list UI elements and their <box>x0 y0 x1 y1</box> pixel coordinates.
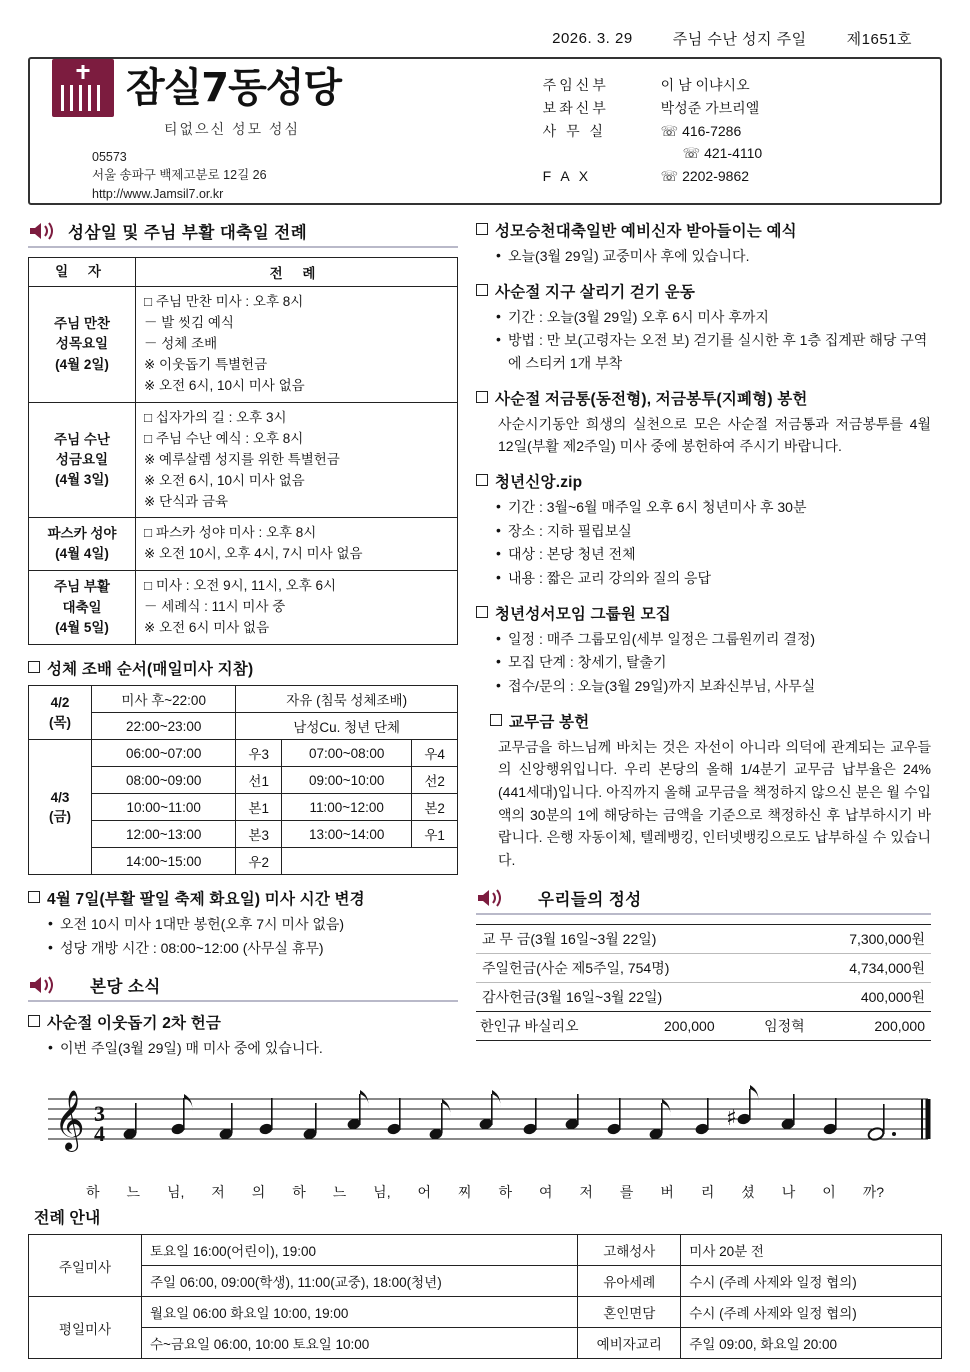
news-item-title <box>476 602 931 624</box>
date-line: (4월 5일) <box>55 619 109 635</box>
logo-row <box>52 59 529 117</box>
church-zip: 05573 <box>92 150 127 165</box>
lyric-syllable: 리 <box>700 1184 715 1201</box>
issue-line <box>28 0 942 57</box>
section-header-offering <box>476 886 931 915</box>
news-item-paragraph: 사순시기동안 희생의 실천으로 모은 사순절 저금통과 저금봉투를 4월 12일(부활 제2주일) 미사 중에 봉헌하여 주시기 바랍니다. <box>498 415 931 455</box>
liturgy-line: □ 주님 만찬 미사 : 오후 8시 <box>144 294 304 310</box>
schedule-label2: 예비자교리 <box>578 1328 681 1359</box>
contact-value: 이 남 이냐시오 <box>660 77 750 94</box>
schedule-label2: 혼인면담 <box>578 1297 681 1328</box>
contact-value: 박성준 가브리엘 <box>660 99 760 116</box>
table-row <box>29 686 458 713</box>
offering-label: 주일헌금(사순 제5주일, 754명) <box>476 953 792 982</box>
table-header-row <box>29 258 458 287</box>
church-website[interactable]: http://www.Jamsil7.or.kr <box>92 186 224 201</box>
lyric-syllable: 를 <box>619 1184 634 1201</box>
adoration-time: 10:00~11:00 <box>92 794 236 821</box>
right-column <box>476 219 931 1061</box>
date-line: 주님 수난 <box>54 431 110 447</box>
date-line: 주님 만찬 <box>54 316 110 332</box>
news-item-title-text: 사순절 지구 살리기 걷기 운동 <box>495 283 696 301</box>
liturgy-line: ※ 오전 6시, 10시 미사 없음 <box>144 377 305 393</box>
lyric-syllable: 이 <box>822 1184 836 1201</box>
adoration-group: 선2 <box>412 767 458 794</box>
liturgy-line: － 성체 조배 <box>144 336 218 352</box>
date-line: 성목요일 <box>55 336 109 352</box>
adoration-time: 22:00~23:00 <box>92 713 236 740</box>
lyric-syllable: 하 <box>292 1184 306 1201</box>
table-row <box>476 1012 931 1041</box>
adoration-group: 우1 <box>412 821 458 848</box>
news-item-title-text: 청년신앙.zip <box>495 474 583 492</box>
table-row <box>29 287 458 403</box>
liturgy-line: ※ 오전 6시, 10시 미사 없음 <box>144 472 305 488</box>
masthead <box>28 57 942 205</box>
speaker-icon <box>28 220 58 242</box>
table-row <box>29 1235 942 1266</box>
contact-label: F A X <box>542 168 592 184</box>
adoration-group: 우3 <box>236 740 282 767</box>
date-line: 성금요일 <box>55 452 109 468</box>
speaker-icon <box>28 974 58 996</box>
adoration-group: 선1 <box>236 767 282 794</box>
news-item-title <box>476 219 931 241</box>
row-date <box>29 402 136 518</box>
lyric-syllable: 님, <box>166 1184 185 1201</box>
news-item-bullets <box>496 245 931 268</box>
adoration-time: 12:00~13:00 <box>92 821 236 848</box>
adoration-group: 본1 <box>236 794 282 821</box>
section-header-liturgy <box>28 219 458 248</box>
lyric-syllable: 하 <box>498 1184 512 1201</box>
list-item: • 기간 : 3월~6월 매주일 오후 6시 청년미사 후 30분 <box>496 496 931 519</box>
table-row <box>29 1328 942 1359</box>
contact-value: ☏ 421-4110 <box>682 145 763 162</box>
table-row <box>476 953 931 982</box>
donor-amount: 200,000 <box>664 1017 715 1034</box>
date-line: (4월 4일) <box>55 546 109 562</box>
adoration-title-text: 성체 조배 순서(매일미사 지참) <box>47 661 254 679</box>
square-bullet-icon <box>28 661 40 673</box>
offering-amount: 4,734,000원 <box>792 953 931 982</box>
row-liturgy <box>136 518 458 571</box>
list-item: • 오전 10시 미사 1대만 봉헌(오후 7시 미사 없음) <box>48 913 458 936</box>
table-row <box>29 740 458 767</box>
row-date <box>29 287 136 403</box>
date-line: 주님 부활 <box>54 579 110 595</box>
adoration-group: 우4 <box>412 740 458 767</box>
offering-amount: 7,300,000원 <box>792 924 931 953</box>
square-bullet-icon <box>476 391 488 403</box>
church-name: 잠실7동성당 <box>126 65 342 112</box>
donor-amount: 200,000 <box>874 1017 925 1034</box>
lyric-syllable: 저 <box>579 1184 593 1201</box>
svg-text:3: 3 <box>94 1101 105 1127</box>
adoration-time: 08:00~09:00 <box>92 767 236 794</box>
lyric-syllable: 까? <box>862 1184 884 1201</box>
offering-table <box>476 924 931 1012</box>
table-row <box>29 821 458 848</box>
lyric-syllable: 버 <box>660 1184 674 1201</box>
table-row <box>476 982 931 1011</box>
lent-offering-bullets <box>48 1037 458 1060</box>
liturgy-table <box>28 257 458 645</box>
row-date <box>29 740 92 875</box>
table-row <box>29 1266 942 1297</box>
lent-offering-title <box>28 1011 458 1033</box>
contact-row <box>543 120 924 143</box>
lent-offering-title-text: 사순절 이웃돕기 2차 헌금 <box>47 1015 222 1033</box>
adoration-group: 우2 <box>236 848 282 875</box>
section-header-news <box>28 973 458 1002</box>
schedule-value: 토요일 16:00(어린이), 19:00 <box>142 1235 578 1266</box>
list-item: • 이번 주일(3월 29일) 매 미사 중에 있습니다. <box>48 1037 458 1060</box>
date-line: 파스카 성야 <box>47 526 117 542</box>
liturgy-line: － 발 씻김 예식 <box>144 315 234 331</box>
church-logo-icon <box>52 59 114 117</box>
liturgy-line: ※ 단식과 금육 <box>144 493 229 509</box>
masthead-contacts <box>539 59 940 203</box>
adoration-time: 11:00~12:00 <box>282 794 412 821</box>
adoration-time: 13:00~14:00 <box>282 821 412 848</box>
square-bullet-icon <box>476 284 488 296</box>
adoration-table <box>28 685 458 875</box>
contact-row <box>543 74 924 97</box>
list-item: • 오늘(3월 29일) 교중미사 후에 있습니다. <box>496 245 931 268</box>
square-bullet-icon <box>476 606 488 618</box>
schedule-table <box>28 1234 942 1359</box>
news-item-paragraph: 교무금을 하느님께 바치는 것은 자선이 아니라 의덕에 관계되는 교우들의 신앙행위입니다. 우리 본당의 올해 1/4분기 교무금 납부율은 24%(441세대)입니다. 아직까지 올해 교무금을 책정하지 않으신 분은 월 수입액의 30분의 1에 해당하는 금액을 기준으로 책정하신 후 납부하시기 바랍니다. 은행 자동이체, 텔레뱅킹, 인터넷뱅킹으로도 납부하실 수 있습니다. <box>498 738 931 869</box>
section-title: 본당 소식 <box>90 978 161 997</box>
lyrics-row <box>38 1182 932 1202</box>
liturgy-line: ※ 예루살렘 성지를 위한 특별헌금 <box>144 451 340 467</box>
list-item: • 접수/문의 : 오늘(3월 29일)까지 보좌신부님, 사무실 <box>496 675 931 698</box>
music-staff <box>38 1075 932 1201</box>
square-bullet-icon <box>476 474 488 486</box>
schedule-value2: 미사 20분 전 <box>681 1235 942 1266</box>
news-item-title <box>476 280 931 302</box>
donor-name: 임정혁 <box>764 1017 805 1034</box>
issue-occasion: 주님 수난 성지 주일 <box>672 31 807 48</box>
adoration-time: 06:00~07:00 <box>92 740 236 767</box>
date-line: (목) <box>48 714 72 730</box>
col-header-date: 일 자 <box>29 258 136 287</box>
list-item: • 일정 : 매주 그룹모임(세부 일정은 그룹원끼리 결정) <box>496 628 931 651</box>
row-date <box>29 571 136 645</box>
news-item-title <box>476 387 931 409</box>
list-item: • 내용 : 짧은 교리 강의와 질의 응답 <box>496 567 931 590</box>
schedule-label: 주일미사 <box>29 1235 142 1297</box>
lyric-syllable: 저 <box>211 1184 225 1201</box>
list-item: • 장소 : 지하 필립보실 <box>496 520 931 543</box>
schedule-value: 수~금요일 06:00, 10:00 토요일 10:00 <box>142 1328 578 1359</box>
lyric-syllable: 여 <box>538 1184 553 1201</box>
square-bullet-icon <box>28 891 40 903</box>
news-item-title-text: 사순절 저금통(동전형), 저금봉투(지폐형) 봉헌 <box>495 390 808 408</box>
contact-value: ☏ 2202-9862 <box>660 168 750 184</box>
church-subtitle: 티없으신 성모 성심 <box>164 121 300 138</box>
schedule-title: 전례 안내 <box>34 1210 101 1228</box>
news-item-title-text: 청년성서모임 그룹원 모집 <box>495 605 671 623</box>
contact-row <box>543 142 924 165</box>
table-row <box>29 767 458 794</box>
church-address: 서울 송파구 백제고분로 12길 26 <box>92 168 267 183</box>
liturgy-line: ※ 이웃돕기 특별헌금 <box>144 357 268 373</box>
church-address-block <box>92 148 529 202</box>
contact-row <box>543 165 924 188</box>
contact-label: 보좌신부 <box>542 99 609 116</box>
adoration-empty <box>282 848 458 875</box>
liturgy-line: ※ 오전 6시 미사 없음 <box>144 620 270 636</box>
offering-amount: 400,000원 <box>860 988 925 1005</box>
lyric-syllable: 님, <box>373 1184 391 1201</box>
issue-date: 2026. 3. 29 <box>552 30 633 47</box>
schedule-value2: 주일 09:00, 화요일 20:00 <box>681 1328 942 1359</box>
schedule-value: 주일 06:00, 09:00(학생), 11:00(교중), 18:00(청년) <box>142 1266 578 1297</box>
section-title: 우리들의 정성 <box>538 890 642 909</box>
content-columns <box>28 219 942 1061</box>
svg-text:4: 4 <box>94 1121 105 1147</box>
lyric-syllable: 어 <box>417 1184 432 1201</box>
news-item-title <box>490 710 931 732</box>
date-line: 4/2 <box>50 695 70 711</box>
lyric-syllable: 셨 <box>741 1184 755 1201</box>
date-line: (4월 2일) <box>55 356 109 372</box>
schedule-label2: 고해성사 <box>578 1235 681 1266</box>
schedule-label2: 유아세례 <box>578 1266 681 1297</box>
apr7-title-text: 4월 7일(부활 팔일 축제 화요일) 미사 시간 변경 <box>47 891 365 909</box>
lyric-syllable: 느 <box>126 1184 140 1201</box>
list-item: • 방법 : 만 보(고령자는 오전 보) 걷기를 실시한 후 1층 집계판 해당 구역에 스티커 1개 부착 <box>496 329 931 374</box>
schedule-value2: 수시 (주례 사제와 일정 협의) <box>681 1297 942 1328</box>
table-row <box>476 924 931 953</box>
row-date <box>29 518 136 571</box>
adoration-time: 14:00~15:00 <box>92 848 236 875</box>
date-line: (4월 3일) <box>55 472 109 488</box>
apr7-title <box>28 887 458 909</box>
left-column <box>28 219 458 1061</box>
news-item-bullets <box>496 306 931 375</box>
schedule-value2: 수시 (주례 사제와 일정 협의) <box>681 1266 942 1297</box>
contact-label: 사 무 실 <box>542 122 607 139</box>
adoration-title <box>28 657 458 679</box>
schedule-label: 평일미사 <box>29 1297 142 1359</box>
lyric-syllable: 나 <box>781 1184 796 1201</box>
table-row <box>29 518 458 571</box>
table-row <box>29 571 458 645</box>
contact-value: ☏ 416-7286 <box>660 122 742 139</box>
adoration-group: 본3 <box>236 821 282 848</box>
list-item: • 모집 단계 : 창세기, 탈출기 <box>496 651 931 674</box>
offering-label: 감사헌금(3월 16일~3월 22일) <box>482 988 663 1005</box>
donor-table <box>476 1012 931 1041</box>
apr7-bullets <box>48 913 458 959</box>
adoration-time: 09:00~10:00 <box>282 767 412 794</box>
liturgy-line: □ 파스카 성야 미사 : 오후 8시 <box>144 525 317 541</box>
table-row <box>29 848 458 875</box>
contact-label: 주임신부 <box>542 77 609 94</box>
row-date <box>29 686 92 740</box>
square-bullet-icon <box>490 714 502 726</box>
speaker-icon <box>476 887 506 909</box>
square-bullet-icon <box>28 1015 40 1027</box>
news-item-bullets <box>496 628 931 698</box>
news-item-title-text: 성모승천대축일반 예비신자 받아들이는 예식 <box>495 223 797 240</box>
news-item-bullets <box>496 496 931 590</box>
col-header-liturgy: 전 례 <box>136 258 458 287</box>
section-title: 성삼일 및 주님 부활 대축일 전례 <box>68 224 308 242</box>
schedule-value: 월요일 06:00 화요일 10:00, 19:00 <box>142 1297 578 1328</box>
row-liturgy <box>136 287 458 403</box>
list-item: • 대상 : 본당 청년 전체 <box>496 543 931 566</box>
lyric-syllable: 찌 <box>458 1184 472 1201</box>
list-item: • 성당 개방 시간 : 08:00~12:00 (사무실 휴무) <box>48 937 458 960</box>
adoration-time: 미사 후~22:00 <box>92 686 236 713</box>
news-item-title <box>476 470 931 492</box>
contact-label <box>543 142 661 165</box>
table-row <box>29 1297 942 1328</box>
liturgy-line: － 세례식 : 11시 미사 중 <box>144 599 286 615</box>
date-line: (금) <box>48 809 72 825</box>
date-line: 대축일 <box>62 599 102 615</box>
liturgy-line: □ 미사 : 오전 9시, 11시, 오후 6시 <box>144 578 337 594</box>
row-liturgy <box>136 402 458 518</box>
issue-number: 제1651호 <box>846 31 912 48</box>
liturgy-line: □ 십자가의 길 : 오후 3시 <box>144 409 287 425</box>
svg-text:𝄞: 𝄞 <box>54 1090 85 1151</box>
liturgy-line: □ 주님 수난 예식 : 오후 8시 <box>144 430 304 446</box>
adoration-group: 본2 <box>412 794 458 821</box>
table-row <box>29 794 458 821</box>
lyric-syllable: 느 <box>332 1184 347 1201</box>
square-bullet-icon <box>476 223 488 235</box>
lyric-syllable: 의 <box>251 1184 266 1201</box>
lyric-syllable: 하 <box>86 1184 100 1201</box>
svg-text:♯: ♯ <box>726 1106 737 1132</box>
masthead-left <box>30 59 539 203</box>
list-item: • 기간 : 오늘(3월 29일) 오후 6시 미사 후까지 <box>496 306 931 329</box>
table-row <box>29 713 458 740</box>
row-liturgy <box>136 571 458 645</box>
donor-name: 한인규 바실리오 <box>480 1017 579 1034</box>
contact-row <box>543 97 924 120</box>
adoration-group: 남성Cu. 청년 단체 <box>236 713 458 740</box>
table-row <box>29 402 458 518</box>
offering-label: 교 무 금(3월 16일~3월 22일) <box>476 924 792 953</box>
adoration-time: 07:00~08:00 <box>282 740 412 767</box>
news-item-title-text: 교무금 봉헌 <box>509 713 590 731</box>
date-line: 4/3 <box>50 789 70 805</box>
liturgy-line: ※ 오전 10시, 오후 4시, 7시 미사 없음 <box>144 546 363 562</box>
adoration-group: 자유 (침묵 성체조배) <box>236 686 458 713</box>
